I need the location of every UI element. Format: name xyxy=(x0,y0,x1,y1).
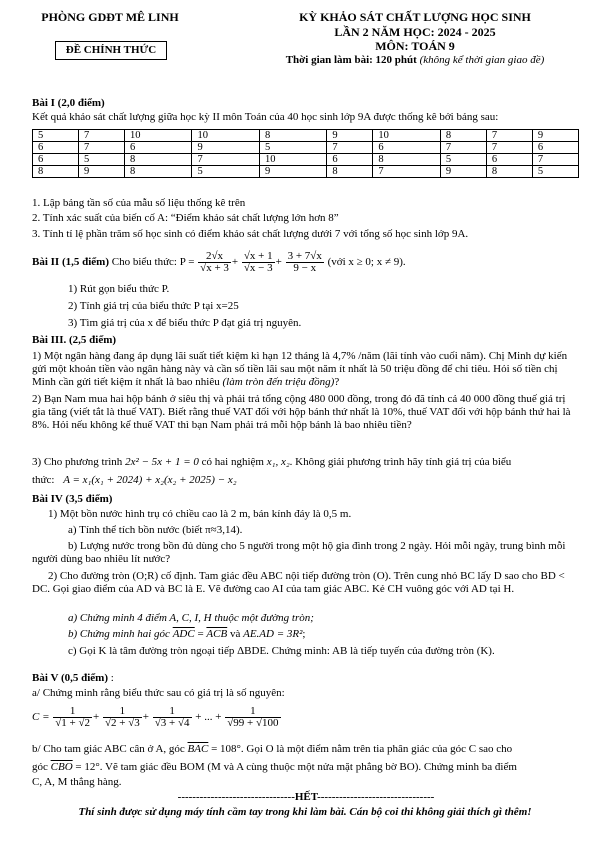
office-name: PHÒNG GDĐT MÊ LINH xyxy=(41,10,179,24)
table-cell: 9 xyxy=(79,166,125,178)
time-note: (không kể thời gian giao đề) xyxy=(419,54,545,66)
term-1 xyxy=(53,706,92,729)
bai4-q2b-text: b) Chứng minh hai góc xyxy=(68,628,170,640)
table-cell: 8 xyxy=(486,166,532,178)
fraction-2 xyxy=(242,251,275,274)
bai5-qb1: b/ Cho tam giác ABC cân ở A, góc xyxy=(32,743,185,755)
C-label: C = xyxy=(32,711,50,723)
table-cell: 6 xyxy=(532,142,578,154)
exam-subject: MÔN: TOÁN 9 xyxy=(375,39,455,53)
table-cell: 10 xyxy=(125,130,192,142)
bai3-p2: 2) Bạn Nam mua hai hộp bánh ở siêu thị và phải trả tổng cộng 480 000 đồng, trong đó đã tính cả 40 000 đồng thuế giá trị gia tăng (viết tắt là thuế VAT). Biết rằng thuế VAT đối với hộp bánh thứ nhất là 10%, thuế VAT đối với hộp bánh thứ hai là 8%. Hỏi nếu không kể thuế VAT thì bạn Nam phải trả mỗi hộp bánh là bao nhiêu tiền? xyxy=(32,393,571,431)
angle-bac: $\overline{BAC}$ xyxy=(187,743,209,755)
score-table xyxy=(32,129,579,178)
table-cell: 9 xyxy=(192,142,259,154)
table-cell: 5 xyxy=(259,142,326,154)
bai3-p1-end: ? xyxy=(334,376,340,388)
table-cell: 7 xyxy=(532,154,578,166)
bai3-p3d: thức: xyxy=(32,474,55,486)
bai1-q1: 1. Lập bảng tần số của mẫu số liệu thống kê trên xyxy=(32,197,246,209)
bai5-qb3: góc xyxy=(32,761,48,773)
table-cell: 6 xyxy=(373,142,440,154)
table-cell: 9 xyxy=(532,130,578,142)
term-last-den: √99 + √100 xyxy=(227,716,279,729)
f2-den: √x − 3 xyxy=(243,261,273,274)
angle-adc: $\overline{ADC}$ xyxy=(172,628,195,640)
table-cell: 6 xyxy=(33,142,79,154)
exam-title: KỲ KHẢO SÁT CHẤT LƯỢNG HỌC SINH xyxy=(299,10,531,24)
official-label: ĐỀ CHÍNH THỨC xyxy=(55,41,167,60)
bai2-cond: (với x ≥ 0; x ≠ 9). xyxy=(327,256,406,268)
bai1-title-text: Bài I (2,0 điểm) xyxy=(32,97,105,109)
bai2-q3: 3) Tìm giá trị của x để biểu thức P đạt giá trị nguyên. xyxy=(68,317,302,329)
bai4-q2b-eq: AE.AD = 3R² xyxy=(243,628,303,640)
table-cell: 6 xyxy=(486,154,532,166)
table-cell: 7 xyxy=(440,142,486,154)
bai1-intro: Kết quả khảo sát chất lượng giữa học kỳ II môn Toán của 40 học sinh lớp 9A được thống kê bởi bảng sau: xyxy=(32,111,499,123)
table-row xyxy=(33,154,579,166)
table-cell: 7 xyxy=(486,142,532,154)
bai3-p3-expr: A = x₁(x₁ + 2024) + x₂(x₂ + 2025) − x₂ xyxy=(63,474,237,486)
exam-round: LẦN 2 NĂM HỌC: 2024 - 2025 xyxy=(334,25,496,39)
angle-cbo: $\overline{CBO}$ xyxy=(50,761,73,773)
table-cell: 7 xyxy=(79,130,125,142)
f3-num: 3 + 7√x xyxy=(287,249,322,262)
table-cell: 10 xyxy=(192,130,259,142)
bai5-qa: a/ Chứng minh rằng biểu thức sau có giá trị là số nguyên: xyxy=(32,687,285,699)
bai5-qb5: C, A, M thẳng hàng. xyxy=(32,776,122,788)
ellipsis: + ... + xyxy=(195,711,222,723)
table-cell: 6 xyxy=(33,154,79,166)
table-cell: 8 xyxy=(440,130,486,142)
bai3-p3-eq: 2x² − 5x + 1 = 0 xyxy=(125,456,199,468)
table-cell: 10 xyxy=(259,154,326,166)
table-row xyxy=(33,166,579,178)
bai4-q1: 1) Một bồn nước hình trụ có chiều cao là 2 m, bán kính đáy là 0,5 m. xyxy=(48,508,352,520)
bai3-p3-roots: x₁, x₂ xyxy=(266,456,290,468)
bai2-header: Bài II (1,5 điểm) Cho biểu thức: P = $\frac{2√x}{√x + 3}$ + $\frac{√x + 1}{√x - 3}$ + $\frac{3 + 7√x}{9 - x}$ (với x ≥ 0; x ≠ 9). xyxy=(32,249,406,274)
bai3-p1-note: (làm tròn đến triệu đồng) xyxy=(222,376,335,388)
bai1-title xyxy=(32,97,578,110)
bai3-p3b: có hai nghiệm xyxy=(201,456,264,468)
table-cell: 8 xyxy=(327,166,373,178)
bai2-q2: 2) Tính giá trị của biểu thức P tại x=25 xyxy=(68,300,239,312)
table-cell: 7 xyxy=(327,142,373,154)
bai4-title: Bài IV (3,5 điểm) xyxy=(32,493,113,505)
table-cell: 8 xyxy=(373,154,440,166)
bai3-p3c: . Không giải phương trình hãy tính giá trị của biểu xyxy=(289,456,512,468)
angle-bac-value: = 108° xyxy=(211,743,241,755)
table-cell: 10 xyxy=(373,130,440,142)
angle-cbo-value: = 12° xyxy=(75,761,100,773)
table-row xyxy=(33,130,579,142)
table-cell: 9 xyxy=(440,166,486,178)
fraction-3 xyxy=(286,251,324,274)
bai4-q2b-end: ; xyxy=(302,628,306,640)
term-2-den: √2 + √3 xyxy=(105,716,140,729)
f2-num: √x + 1 xyxy=(243,249,273,262)
f3-den: 9 − x xyxy=(293,261,317,274)
end-mark: --------------------------------HẾT-------------------------------- xyxy=(177,791,435,803)
bai5-title: Bài V (0,5 điểm) xyxy=(32,672,108,684)
bai2-intro: Cho biểu thức: xyxy=(111,256,177,268)
term-last xyxy=(225,706,280,729)
bai3-p1-text: 1) Một ngân hàng đang áp dụng lãi suất tiết kiệm kì hạn 12 tháng là 4,7% /năm (lãi tính vào cuối năm). Chị Minh dự kiến gửi một khoản tiền vào ngân hàng này và cần số tiền lãi sau một năm ít nhất là 50 triệu đồng để chi tiêu. Hỏi số tiền chị Minh cần gửi tiết kiệm ít nhất là bao nhiêu xyxy=(32,350,568,388)
bai4-q2b-and: và xyxy=(229,628,241,640)
bai5-qb4: . Vẽ tam giác đều BOM (M và A cùng thuộc một nửa mặt phẳng bờ BO). Chứng minh ba điểm xyxy=(99,761,517,773)
angle-acb: $\overline{ACB}$ xyxy=(206,628,228,640)
bai3-p3 xyxy=(32,454,511,470)
term-1-den: √1 + √2 xyxy=(55,716,91,729)
bai2-title: Bài II (1,5 điểm) xyxy=(32,256,109,268)
term-2-num: 1 xyxy=(103,706,142,718)
table-cell: 5 xyxy=(79,154,125,166)
table-cell: 6 xyxy=(327,154,373,166)
bai3-p3-line2 xyxy=(32,472,237,488)
table-cell: 7 xyxy=(192,154,259,166)
bai4-q2b xyxy=(68,628,305,640)
table-cell: 8 xyxy=(125,154,192,166)
footer-note: Thí sinh được sử dụng máy tính cầm tay trong khi làm bài. Cán bộ coi thi không giải thích gì thêm! xyxy=(78,806,532,818)
bai5-header xyxy=(32,672,114,684)
table-cell: 5 xyxy=(532,166,578,178)
bai3-p3a: 3) Cho phương trình xyxy=(32,456,123,468)
table-cell: 6 xyxy=(125,142,192,154)
table-cell: 7 xyxy=(486,130,532,142)
term-last-num: 1 xyxy=(225,706,280,718)
term-2 xyxy=(103,706,142,729)
term-1-num: 1 xyxy=(53,706,92,718)
term-3-num: 1 xyxy=(153,706,192,718)
fraction-1 xyxy=(198,251,231,274)
table-row xyxy=(33,142,579,154)
f1-num: 2√x xyxy=(198,251,231,263)
table-cell: 9 xyxy=(327,130,373,142)
table-cell: 7 xyxy=(79,142,125,154)
bai4-q2: 2) Cho đường tròn (O;R) cố định. Tam giác đều ABC nội tiếp đường tròn (O). Trên cung nhỏ BC lấy D sao cho BD < DC. Gọi giao điểm của AD và BC là E. Vẽ đường cao AI của tam giác ABC. Kẻ CH vuông góc với AD tại H. xyxy=(32,570,565,595)
table-cell: 9 xyxy=(259,166,326,178)
bai5-qb-line2 xyxy=(32,759,517,775)
table-cell: 5 xyxy=(192,166,259,178)
bai4-q1b: b) Lượng nước trong bồn đủ dùng cho 5 người trong một hộ gia đình trong 2 ngày. Hỏi mỗi ngày, trung bình mỗi người dùng bao nhiêu lít nước? xyxy=(32,540,566,565)
table-cell: 8 xyxy=(33,166,79,178)
bai1-q3: 3. Tính tỉ lệ phần trăm số học sinh có điểm khảo sát chất lượng dưới 7 với tổng số học sinh lớp 9A. xyxy=(32,228,469,240)
exam-time xyxy=(230,54,598,66)
P-label: P = xyxy=(179,256,195,268)
bai1-q2: 2. Tính xác suất của biến cố A: “Điểm khảo sát chất lượng lớn hơn 8” xyxy=(32,212,339,224)
bai4-q2a: a) Chứng minh 4 điểm A, C, I, H thuộc một đường tròn; xyxy=(68,612,314,624)
f1-den: √x + 3 xyxy=(200,261,229,274)
term-3-den: √3 + √4 xyxy=(154,716,190,729)
table-cell: 5 xyxy=(33,130,79,142)
table-cell: 8 xyxy=(125,166,192,178)
time-label: Thời gian làm bài: 120 phút xyxy=(285,54,417,66)
bai4-q2c: c) Gọi K là tâm đường tròn ngoại tiếp ΔBDE. Chứng minh: AB là tiếp tuyến của đường tròn (K). xyxy=(68,645,495,657)
bai4-q2b-eq-sign: = xyxy=(197,628,204,640)
table-cell: 5 xyxy=(440,154,486,166)
bai4-q1a: a) Tính thể tích bồn nước (biết π≈3,14). xyxy=(68,524,243,536)
bai3-title: Bài III. (2,5 điểm) xyxy=(32,334,117,346)
table-cell: 7 xyxy=(373,166,440,178)
bai5-qb2: . Gọi O là một điểm nằm trên tia phân giác của góc C sao cho xyxy=(240,743,513,755)
bai5-title-end: : xyxy=(110,672,114,684)
table-cell: 8 xyxy=(259,130,326,142)
bai5-expr: C = $\frac{1}{√1 + √2}$ + $\frac{1}{√2 + √3}$ + $\frac{1}{√3 + √4}$ + ... + $\frac{1}{√99 + √100}$ xyxy=(32,704,279,729)
bai2-q1: 1) Rút gọn biểu thức P. xyxy=(68,283,170,295)
term-3 xyxy=(153,706,192,729)
bai5-qb-line1 xyxy=(32,741,512,757)
bai3-p1 xyxy=(32,350,578,389)
